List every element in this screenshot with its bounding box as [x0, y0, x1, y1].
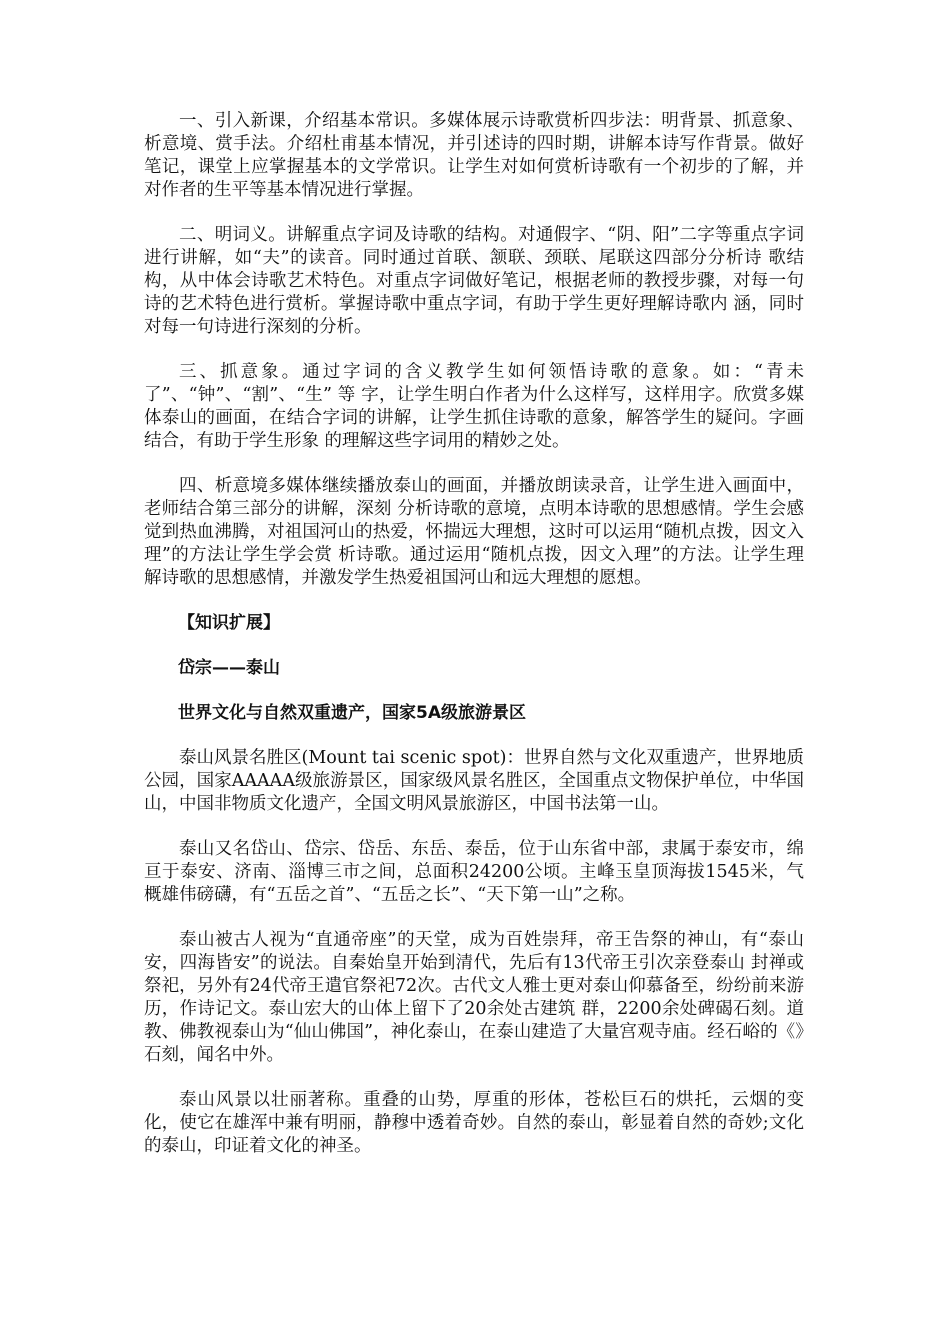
paragraph-scenery: 泰山风景以壮丽著称。重叠的山势，厚重的形体，苍松巨石的烘托，云烟的变化，使它在雄浑中兼有明丽，静穆中透着奇妙。自然的泰山，彰显着自然的奇妙;文化的泰山，印证着文化的神圣。: [144, 1090, 804, 1156]
paragraph-location: 泰山又名岱山、岱宗、岱岳、东岳、泰岳，位于山东省中部，隶属于泰安市，绵亘于泰安、济南、淄博三市之间，总面积24200公顷。主峰玉皇顶海拔1545米，气概雄伟磅礴，有“五岳之首”、“五岳之长”、“天下第一山”之称。: [144, 839, 804, 905]
heading-knowledge-extension: 【知识扩展】: [178, 613, 280, 633]
heading-world-heritage: 世界文化与自然双重遗产，国家5A级旅游景区: [178, 703, 526, 723]
paragraph-imagery: 三、抓意象。通过字词的含义教学生如何领悟诗歌的意象。如：“青未了”、“钟”、“割”、“生” 等 字，让学生明白作者为什么这样写，这样用字。欣赏多媒体泰山的画面，在结合字词的讲解，让学生抓住诗歌的意象，解答学生的疑问。字画结合，有助于学生形象 的理解这些字词用的精妙之处。: [144, 362, 804, 451]
document-page: [144, 110, 804, 1180]
paragraph-word-meaning: 二、明词义。讲解重点字词及诗歌的结构。对通假字、“阴、阳”二字等重点字词进行讲解，如“夫”的读音。同时通过首联、颔联、颈联、尾联这四部分分析诗 歌结构，从中体会诗歌艺术特色。对重点字词做好笔记，根据老师的教授步骤，对每一句诗的艺术特色进行赏析。掌握诗歌中重点字词，有助于学生更好理解诗歌内 涵，同时对每一句诗进行深刻的分析。: [144, 225, 804, 337]
heading-daizong-taishan: 岱宗——泰山: [178, 658, 280, 678]
paragraph-mood: 四、析意境多媒体继续播放泰山的画面，并播放朗读录音，让学生进入画面中，老师结合第三部分的讲解，深刻 分析诗歌的意境，点明本诗歌的思想感情。学生会感觉到热血沸腾，对祖国河山的热爱，怀揣远大理想，这时可以运用“随机点拨，因文入理”的方法让学生学会赏 析诗歌。通过运用“随机点拨，因文入理”的方法。让学生理解诗歌的思想感情，并激发学生热爱祖国河山和远大理想的愿想。: [144, 476, 804, 588]
paragraph-intro-lesson: 一、引入新课，介绍基本常识。多媒体展示诗歌赏析四步法：明背景、抓意象、析意境、赏手法。介绍杜甫基本情况，并引述诗的四时期，讲解本诗写作背景。做好笔记，课堂上应掌握基本的文学常识。让学生对如何赏析诗歌有一个初步的了解，并对作者的生平等基本情况进行掌握。: [144, 111, 804, 200]
paragraph-history: 泰山被古人视为“直通帝座”的天堂，成为百姓崇拜，帝王告祭的神山，有“泰山安，四海皆安”的说法。自秦始皇开始到清代，先后有13代帝王引次亲登泰山 封禅或祭祀，另外有24代帝王遣官祭祀72次。古代文人雅士更对泰山仰慕备至，纷纷前来游历，作诗记文。泰山宏大的山体上留下了20余处古建筑 群，2200余处碑碣石刻。道教、佛教视泰山为“仙山佛国”，神化泰山，在泰山建造了大量宫观寺庙。经石峪的《》石刻，闻名中外。: [144, 930, 804, 1065]
paragraph-scenic-area: 泰山风景名胜区(Mount tai scenic spot)：世界自然与文化双重遗产，世界地质公园，国家AAAAA级旅游景区，国家级风景名胜区，全国重点文物保护单位，中华国山，中国非物质文化遗产，全国文明风景旅游区，中国书法第一山。: [144, 748, 804, 814]
